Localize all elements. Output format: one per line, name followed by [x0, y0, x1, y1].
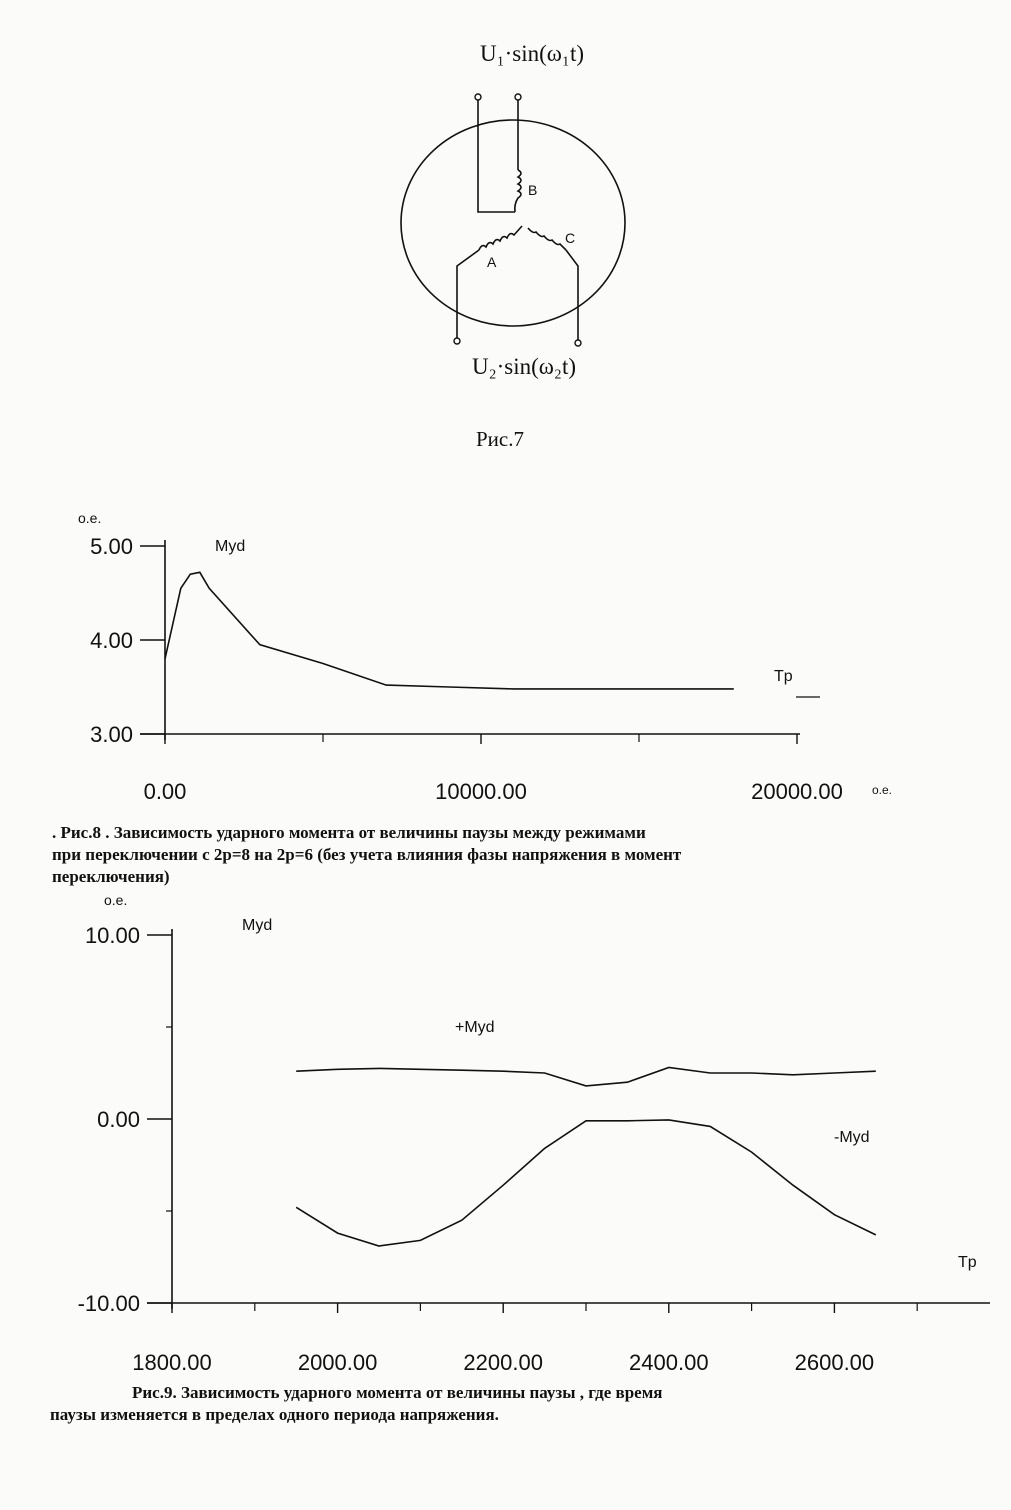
figure-8-caption: [52, 822, 952, 888]
fig9-minus-label: -Myd: [834, 1129, 870, 1146]
fig9-y-unit: o.e.: [104, 892, 128, 908]
fig8-caption-line-2: при переключении с 2р=8 на 2р=6 (без учета влияния фазы напряжения в момент: [52, 845, 682, 864]
fig8-x-unit: o.e.: [872, 783, 893, 797]
fig9-ytick-label: -10.00: [77, 1291, 140, 1316]
coil-a-winding: [479, 226, 522, 250]
fig8-xtick-label: 20000.00: [751, 779, 843, 804]
fig9-xtick-label: 1800.00: [132, 1350, 212, 1375]
coil-c-lead: [566, 250, 578, 340]
fig8-y-unit: o.e.: [78, 510, 102, 526]
figure-7-caption: Рис.7: [476, 427, 524, 451]
fig9-ytick-label: 0.00: [97, 1107, 140, 1132]
fig8-xtick-label: 0.00: [143, 779, 187, 804]
coil-b-label: B: [528, 182, 538, 198]
coil-b-winding: [515, 170, 521, 212]
coil-c-label: C: [565, 230, 576, 246]
fig8-ytick-label: 4.00: [90, 628, 133, 653]
figure-7-label-bottom: U₂·sin(ω₂t): [472, 354, 576, 379]
fig9-plus-label: +Myd: [455, 1019, 495, 1036]
coil-a-label: A: [487, 254, 497, 270]
coil-b-lead-left: [478, 100, 515, 212]
fig9-series-label: Myd: [242, 917, 273, 934]
stator-circle: [401, 120, 625, 326]
fig9-ytick-label: 10.00: [84, 923, 140, 948]
fig8-caption-line-3: переключения): [52, 867, 170, 886]
fig8-caption-line-1: . Рис.8 . Зависимость ударного момента от величины паузы между режимами: [52, 823, 646, 842]
coil-c-winding: [528, 228, 566, 250]
figure-9-caption: [50, 1382, 950, 1426]
fig9-marker-label: Tp: [958, 1254, 977, 1271]
fig8-ytick-label: 3.00: [90, 722, 133, 747]
fig8-marker-label: Tp: [774, 668, 793, 685]
fig9-caption-line-1: Рис.9. Зависимость ударного момента от величины паузы , где время: [132, 1383, 663, 1402]
figure-7-label-top: U₁·sin(ω₁t): [480, 41, 584, 66]
fig9-series-line-0: [296, 1068, 876, 1086]
coil-a-lead: [457, 250, 479, 338]
figure-7-schematic: [401, 100, 625, 340]
figure-9-chart: [78, 892, 990, 1375]
fig8-ytick-label: 5.00: [90, 534, 133, 559]
terminal-bottom-left: [454, 338, 460, 344]
figure-8-chart: [78, 510, 892, 804]
fig8-series-line-0: [165, 572, 734, 689]
terminal-bottom-right: [575, 340, 581, 346]
fig9-xtick-label: 2400.00: [629, 1350, 709, 1375]
fig8-series-label: Myd: [215, 538, 246, 555]
terminal-top-right: [515, 94, 521, 100]
fig9-series-line-1: [296, 1120, 876, 1246]
fig9-xtick-label: 2000.00: [297, 1350, 378, 1375]
fig9-xtick-label: 2600.00: [794, 1350, 875, 1375]
fig8-xtick-label: 10000.00: [435, 779, 527, 804]
fig9-caption-line-2: паузы изменяется в пределах одного периода напряжения.: [50, 1405, 499, 1424]
fig9-xtick-label: 2200.00: [463, 1350, 543, 1375]
terminal-top-left: [475, 94, 481, 100]
